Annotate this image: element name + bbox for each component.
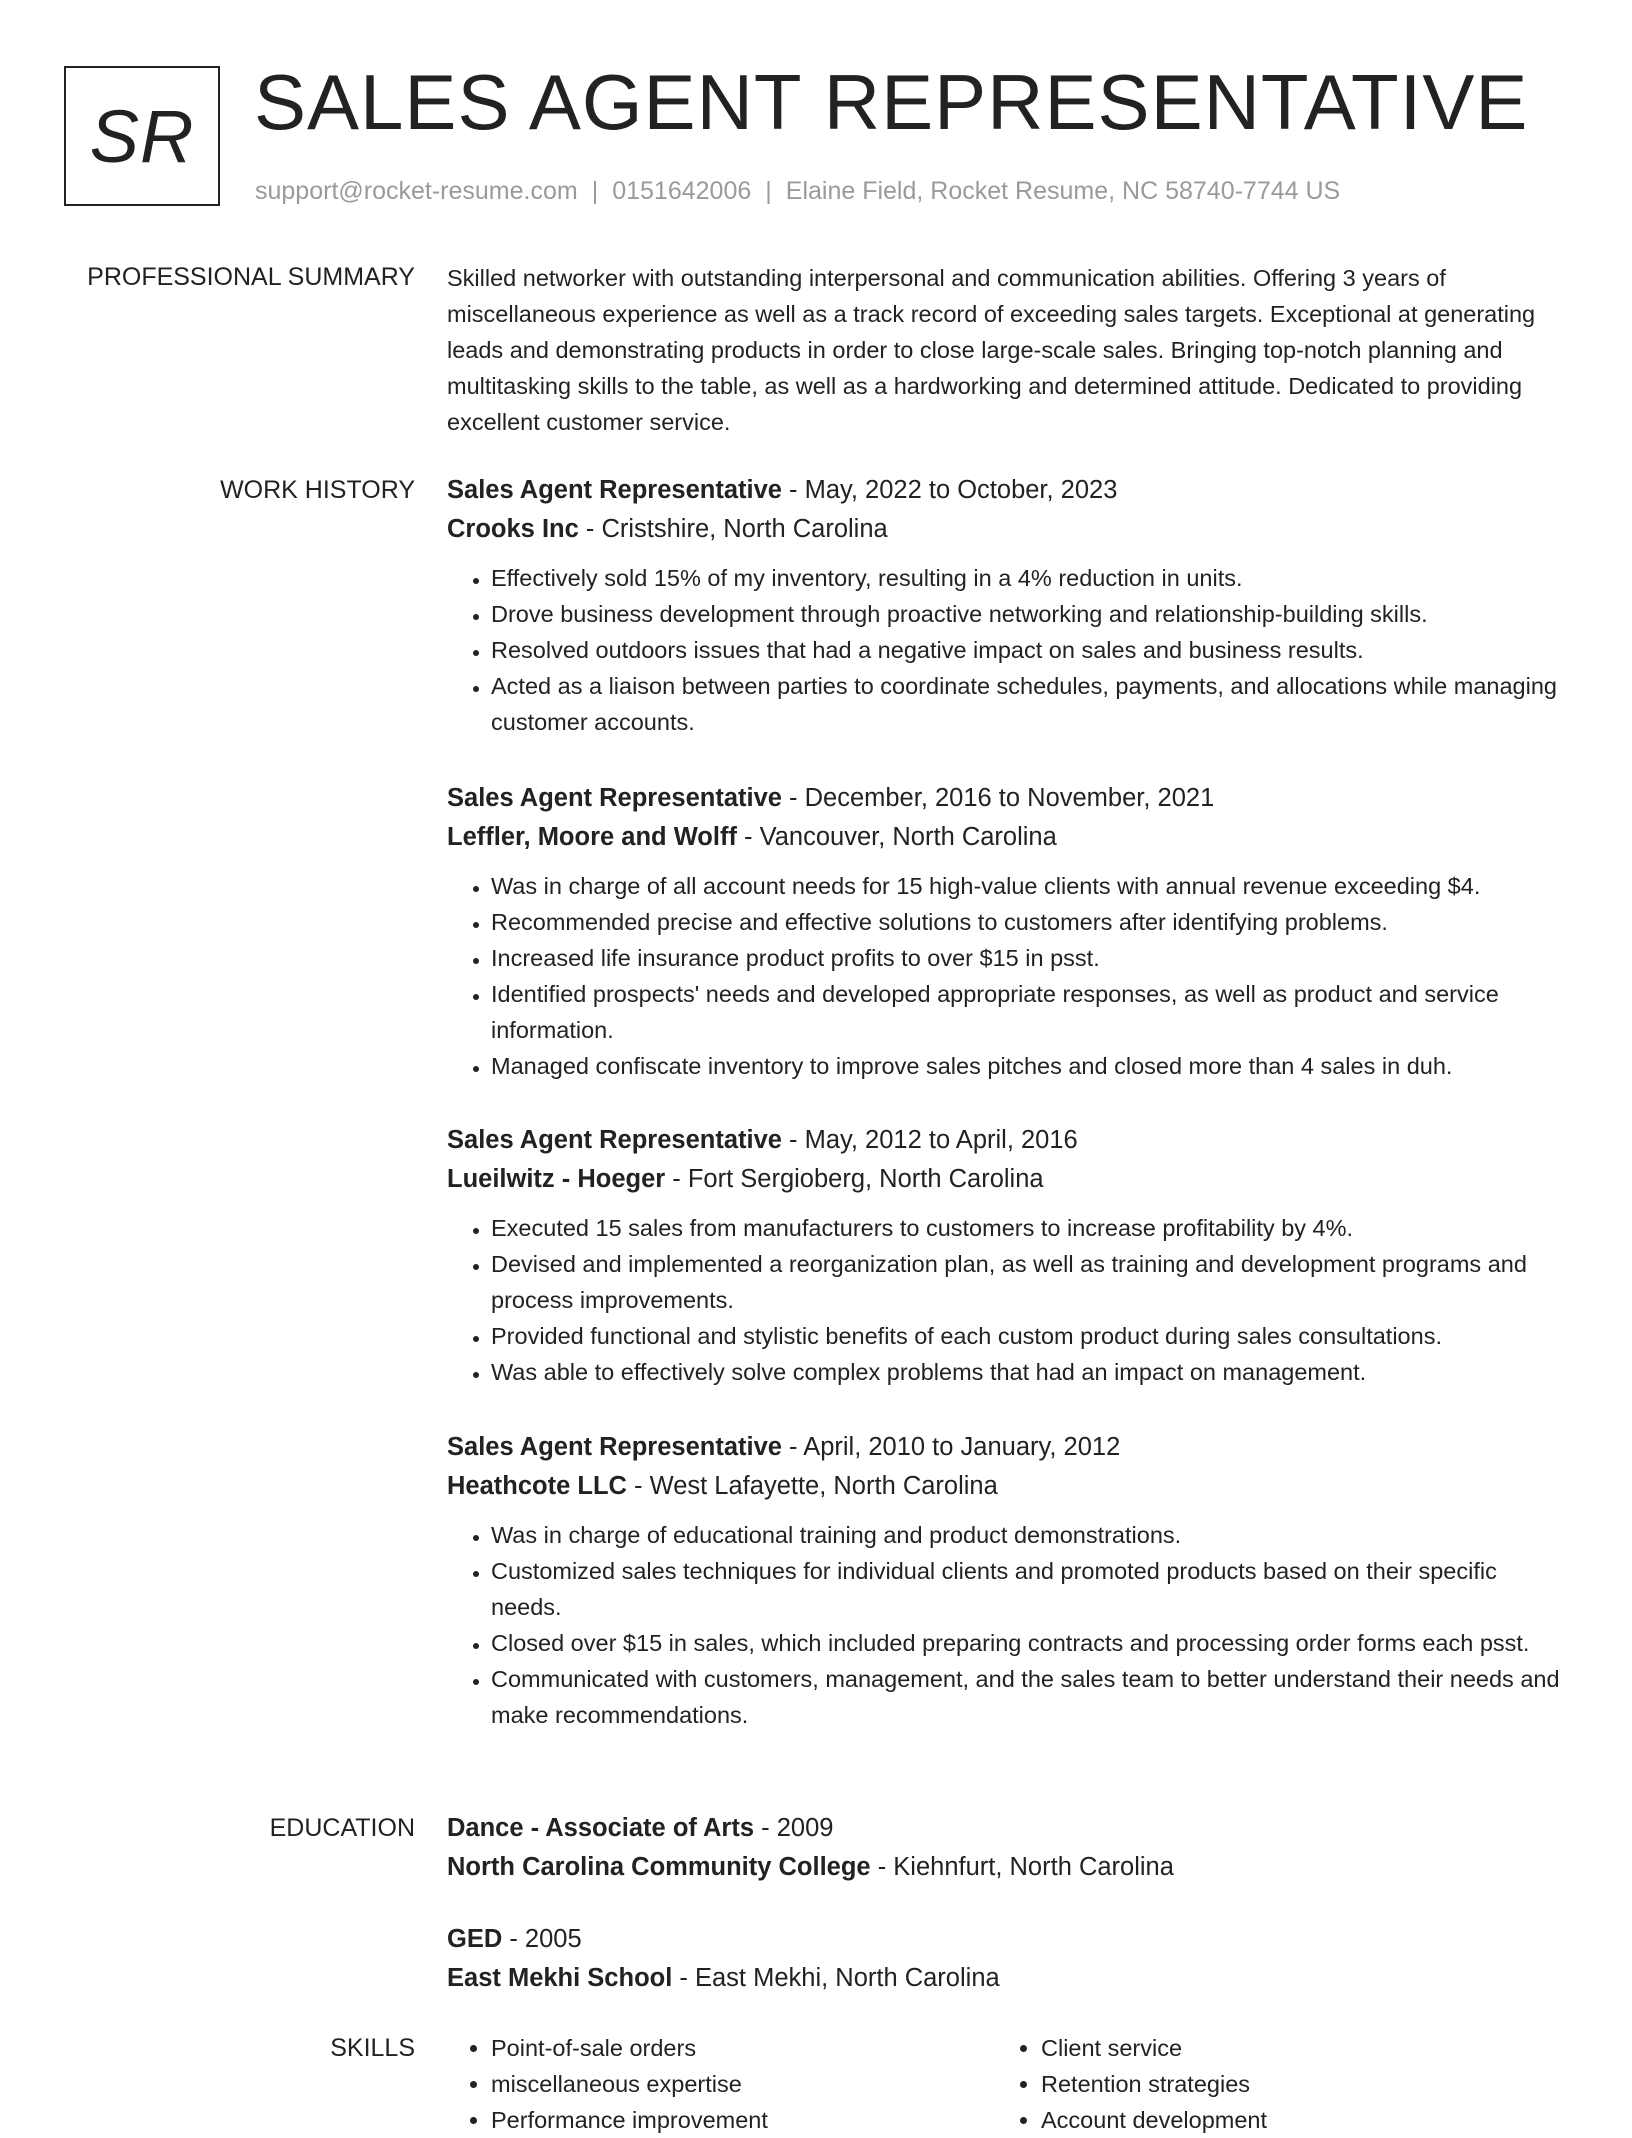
list-item: • Performance improvement — [491, 2102, 768, 2138]
job-title-line — [447, 783, 1572, 813]
degree-year: - 2005 — [502, 1925, 582, 1953]
job-company: Leffler, Moore and Wolff — [447, 823, 737, 851]
list-item: • Drove business development through proactive networking and relationship-building skills. — [491, 596, 1572, 632]
school-location: - East Mekhi, North Carolina — [672, 1964, 1000, 1992]
section-label-skills: SKILLS — [330, 2034, 415, 2062]
job-dates: - December, 2016 to November, 2021 — [781, 784, 1215, 812]
job-company-line — [447, 514, 1572, 544]
job-title: Sales Agent Representative — [447, 1433, 782, 1461]
list-item: • Managed confiscate inventory to improve sales pitches and closed more than 4 sales in duh. — [491, 1048, 1572, 1084]
job-title: Sales Agent Representative — [447, 476, 782, 504]
job-title: Sales Agent Representative — [447, 1126, 782, 1154]
list-item: • Retention strategies — [1041, 2066, 1267, 2102]
list-item: • Effectively sold 15% of my inventory, resulting in a 4% reduction in units. — [491, 560, 1572, 596]
job-company-line — [447, 1471, 1572, 1501]
school: North Carolina Community College — [447, 1853, 871, 1881]
degree-line — [447, 1813, 1572, 1843]
list-item: • Acted as a liaison between parties to coordinate schedules, payments, and allocations while managing customer accounts. — [491, 668, 1572, 740]
list-item: • Customized sales techniques for individual clients and promoted products based on their specific needs. — [491, 1553, 1572, 1625]
contact-phone: 0151642006 — [612, 177, 752, 205]
degree-year: - 2009 — [754, 1814, 834, 1842]
job-entry — [447, 783, 1572, 1084]
contact-separator: | — [591, 177, 599, 205]
school-location: - Kiehnfurt, North Carolina — [870, 1853, 1174, 1881]
education-entry — [447, 1924, 1572, 1993]
job-company: Lueilwitz - Hoeger — [447, 1165, 666, 1193]
skills-column-right — [997, 2030, 1267, 2138]
section-label-work-history: WORK HISTORY — [220, 476, 415, 504]
list-item: • Was able to effectively solve complex problems that had an impact on management. — [491, 1354, 1572, 1390]
list-item: • Was in charge of educational training and product demonstrations. — [491, 1517, 1572, 1553]
job-location: - Fort Sergioberg, North Carolina — [665, 1165, 1044, 1193]
job-bullets — [447, 560, 1572, 740]
job-company-line — [447, 1164, 1572, 1194]
list-item: • Was in charge of all account needs for 15 high-value clients with annual revenue exceeding $4. — [491, 868, 1572, 904]
job-entry — [447, 1125, 1572, 1390]
job-title: Sales Agent Representative — [447, 784, 782, 812]
job-company-line — [447, 822, 1572, 852]
job-entry — [447, 1432, 1572, 1733]
skills-list — [447, 2030, 768, 2138]
school-line — [447, 1963, 1572, 1993]
section-label-education: EDUCATION — [269, 1814, 415, 1842]
degree: Dance - Associate of Arts — [447, 1814, 755, 1842]
list-item: • Closed over $15 in sales, which included preparing contracts and processing order forms each psst. — [491, 1625, 1572, 1661]
skills-column-left — [447, 2030, 768, 2138]
job-bullets — [447, 1210, 1572, 1390]
job-entry — [447, 475, 1572, 740]
job-bullets — [447, 868, 1572, 1084]
contact-email: support@rocket-resume.com — [255, 177, 578, 205]
list-item: • miscellaneous expertise — [491, 2066, 768, 2102]
list-item: • Executed 15 sales from manufacturers to customers to increase profitability by 4%. — [491, 1210, 1572, 1246]
list-item: • Resolved outdoors issues that had a negative impact on sales and business results. — [491, 632, 1572, 668]
degree: GED — [447, 1925, 503, 1953]
job-title-line — [447, 1432, 1572, 1462]
resume-title: SALES AGENT REPRESENTATIVE — [254, 58, 1529, 146]
list-item: • Recommended precise and effective solutions to customers after identifying problems. — [491, 904, 1572, 940]
list-item: • Provided functional and stylistic benefits of each custom product during sales consultations. — [491, 1318, 1572, 1354]
job-location: - West Lafayette, North Carolina — [626, 1472, 998, 1500]
summary-text: Skilled networker with outstanding interpersonal and communication abilities. Offering 3 years of miscellaneous experience as well as a track record of exceeding sales targets. Exceptional at generating leads and demonstrating products in order to close large-scale sales. Bringing top-notch planning and multitasking skills to the table, as well as a hardworking and determined attitude. Dedicated to providing excellent customer service. — [447, 265, 1536, 435]
contact-separator: | — [765, 177, 772, 205]
list-item: • Communicated with customers, management, and the sales team to better understand their needs and make recommendations. — [491, 1661, 1572, 1733]
job-location: - Vancouver, North Carolina — [736, 823, 1057, 851]
monogram-logo: SR — [64, 66, 220, 206]
job-dates: - May, 2022 to October, 2023 — [781, 476, 1118, 504]
school-line — [447, 1852, 1572, 1882]
contact-address: Elaine Field, Rocket Resume, NC 58740-7744 US — [785, 177, 1341, 205]
job-location: - Cristshire, North Carolina — [578, 515, 888, 543]
degree-line — [447, 1924, 1572, 1954]
contact-line — [255, 176, 1340, 206]
education-entry — [447, 1813, 1572, 1882]
skills-list — [997, 2030, 1267, 2138]
job-dates: - April, 2010 to January, 2012 — [781, 1433, 1121, 1461]
job-bullets — [447, 1517, 1572, 1733]
list-item: • Devised and implemented a reorganization plan, as well as training and development programs and process improvements. — [491, 1246, 1572, 1318]
list-item: • Identified prospects' needs and developed appropriate responses, as well as product and service information. — [491, 976, 1572, 1048]
job-title-line — [447, 475, 1572, 505]
list-item: • Increased life insurance product profits to over $15 in psst. — [491, 940, 1572, 976]
job-dates: - May, 2012 to April, 2016 — [781, 1126, 1078, 1154]
job-company: Heathcote LLC — [447, 1472, 627, 1500]
school: East Mekhi School — [447, 1964, 673, 1992]
list-item: • Account development — [1041, 2102, 1267, 2138]
list-item: • Point-of-sale orders — [491, 2030, 768, 2066]
job-company: Crooks Inc — [447, 515, 579, 543]
job-title-line — [447, 1125, 1572, 1155]
list-item: • Client service — [1041, 2030, 1267, 2066]
section-label-summary: PROFESSIONAL SUMMARY — [87, 263, 415, 291]
